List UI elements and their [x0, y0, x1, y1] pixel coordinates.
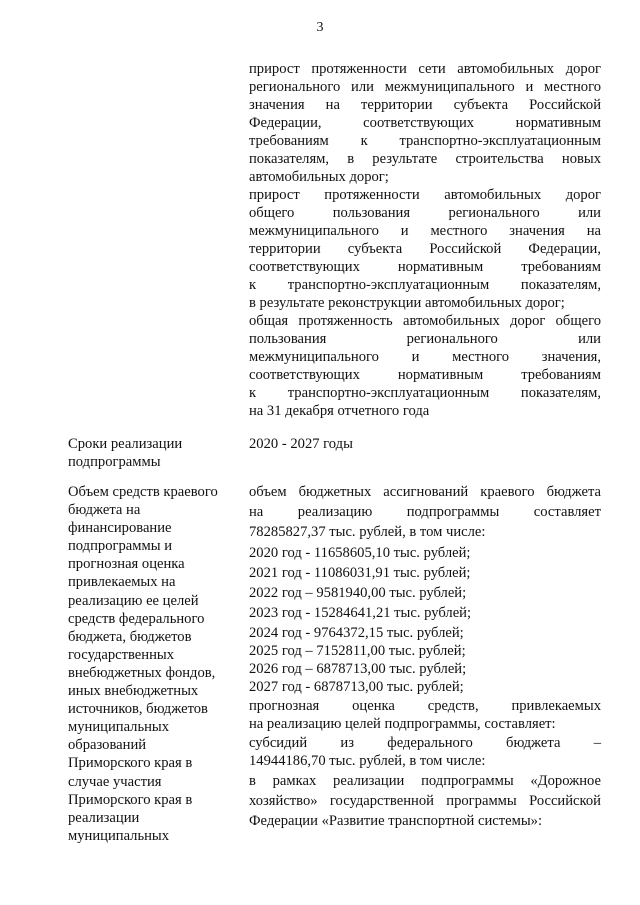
funding-year-line: 2020 год - 11658605,10 тыс. рублей;	[249, 545, 471, 561]
indicator-line: соответствующих нормативным требованиям	[249, 367, 601, 383]
indicator-line: регионального или межмуниципального и местного	[249, 79, 601, 95]
funding-year-line: 2021 год - 11086031,91 тыс. рублей;	[249, 565, 471, 581]
funding-year-line: 2026 год – 6878713,00 тыс. рублей;	[249, 661, 467, 677]
funding-line: на реализацию подпрограммы составляет	[249, 504, 601, 520]
indicator-line: межмуниципального и местного значения на	[249, 223, 601, 239]
indicator-line: Федерации, соответствующих нормативным	[249, 115, 601, 131]
funding-year-line: 2022 год – 9581940,00 тыс. рублей;	[249, 585, 467, 601]
indicator-line: автомобильных дорог;	[249, 169, 389, 185]
funding-label: Объем средств краевого бюджета на финансирование подпрограммы и прогнозная оценка привлекаемых на реализацию ее целей средств федерального бюджета, бюджетов государственных внебюджетных фондов, иных внебюджетных источников, бюджетов муниципальных образований Приморского края в случае участия Приморского края в реализации муниципальных	[68, 484, 218, 844]
indicator-line: соответствующих нормативным требованиям	[249, 259, 601, 275]
indicator-line: общего пользования регионального или	[249, 205, 601, 221]
indicator-line: требованиям к транспортно-эксплуатационным	[249, 133, 601, 149]
funding-year-line: 2025 год – 7152811,00 тыс. рублей;	[249, 643, 466, 659]
indicator-line: показателям, в результате строительства новых	[249, 151, 601, 167]
funding-line: 14944186,70 тыс. рублей, в том числе:	[249, 753, 486, 769]
funding-line: прогнозная оценка средств, привлекаемых	[249, 698, 601, 714]
indicator-line: межмуниципального и местного значения,	[249, 349, 601, 365]
indicator-line: территории субъекта Российской Федерации,	[249, 241, 601, 257]
funding-line: на реализацию целей подпрограммы, составляет:	[249, 716, 556, 732]
indicator-line: пользования регионального или	[249, 331, 601, 347]
funding-line: 78285827,37 тыс. рублей, в том числе:	[249, 524, 486, 540]
indicator-line: к транспортно-эксплуатационным показателям,	[249, 385, 601, 401]
funding-year-line: 2024 год - 9764372,15 тыс. рублей;	[249, 625, 464, 641]
funding-line: объем бюджетных ассигнований краевого бюджета	[249, 484, 601, 500]
terms-label: Сроки реализации подпрограммы	[68, 436, 183, 471]
indicator-line: на 31 декабря отчетного года	[249, 403, 430, 419]
indicator-line: в результате реконструкции автомобильных дорог;	[249, 295, 565, 311]
funding-year-line: 2023 год - 15284641,21 тыс. рублей;	[249, 605, 472, 621]
indicator-line: общая протяженность автомобильных дорог общего	[249, 313, 601, 329]
indicator-line: значения на территории субъекта Российской	[249, 97, 601, 113]
indicator-line: прирост протяженности сети автомобильных дорог	[249, 61, 601, 77]
terms-value: 2020 - 2027 годы	[249, 436, 353, 452]
funding-line: в рамках реализации подпрограммы «Дорожное	[249, 773, 601, 789]
page-number: 3	[316, 20, 324, 35]
funding-line: Федерации «Развитие транспортной системы»:	[249, 813, 543, 829]
funding-year-line: 2027 год - 6878713,00 тыс. рублей;	[249, 679, 464, 695]
funding-line: субсидий из федерального бюджета –	[249, 735, 601, 751]
indicator-line: прирост протяженности автомобильных дорог	[249, 187, 601, 203]
indicator-line: к транспортно-эксплуатационным показателям,	[249, 277, 601, 293]
funding-line: хозяйство» государственной программы Российской	[249, 793, 601, 809]
